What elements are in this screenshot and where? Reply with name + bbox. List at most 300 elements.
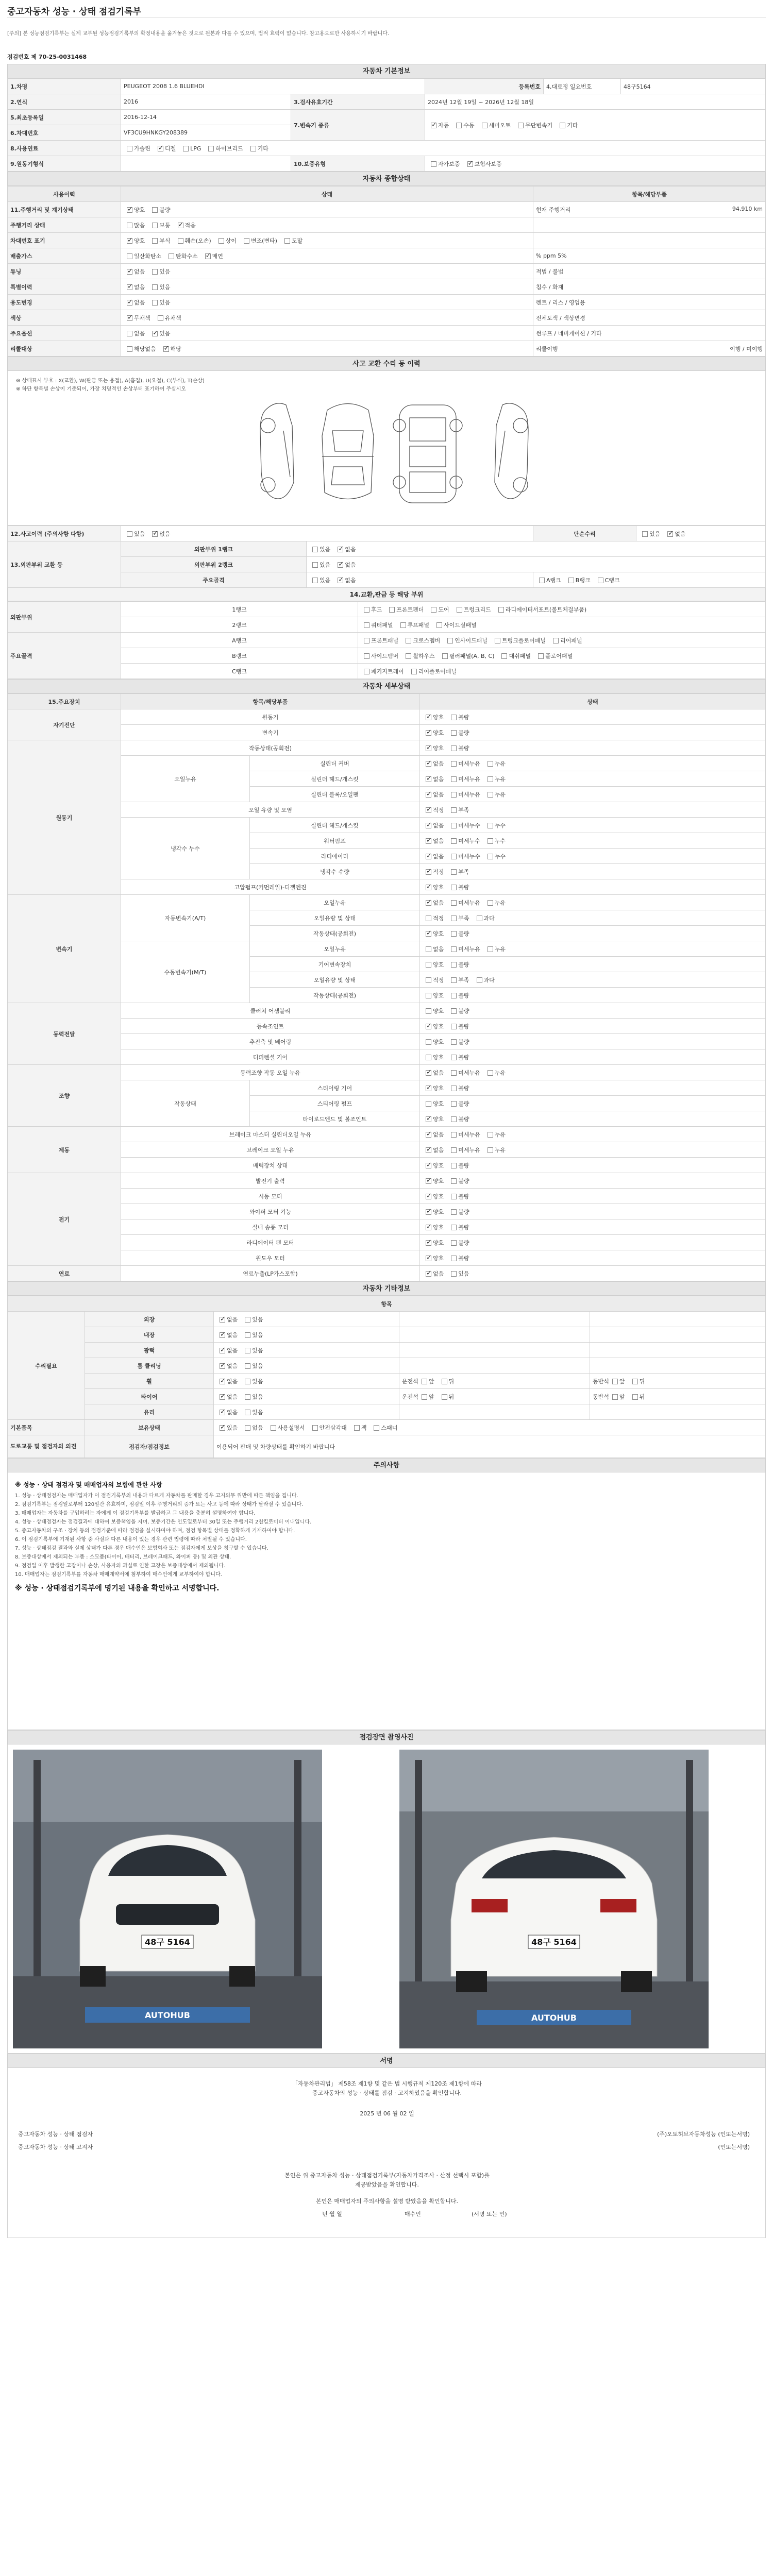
detail-item: 오일누유 [250, 895, 420, 910]
detail-status [420, 740, 766, 756]
checkbox[interactable] [488, 1147, 493, 1153]
detail-item: 배력장치 상태 [121, 1158, 420, 1173]
checkbox[interactable] [250, 146, 256, 151]
checkbox[interactable] [245, 1332, 250, 1338]
plate-front: 48구 5164 [145, 1937, 190, 1947]
option-label: 없음 [433, 837, 444, 844]
option-label: 있음 [227, 1424, 238, 1431]
checkbox[interactable] [488, 792, 493, 798]
checkbox[interactable] [488, 946, 493, 952]
checkbox[interactable] [152, 269, 158, 275]
option-label: 트렁크플로어패널 [502, 637, 546, 644]
checkbox[interactable] [488, 1070, 493, 1076]
parts-items [358, 648, 766, 664]
checkbox[interactable] [451, 977, 457, 983]
checkbox[interactable] [284, 238, 290, 244]
checkbox[interactable] [127, 269, 132, 275]
checkbox[interactable] [442, 1394, 447, 1400]
option-label: 뒤 [448, 1393, 455, 1400]
checkbox[interactable] [422, 1379, 427, 1384]
checkbox[interactable] [244, 238, 249, 244]
checkbox[interactable] [426, 1240, 431, 1246]
checkbox[interactable] [426, 1101, 431, 1107]
checkbox[interactable] [426, 1225, 431, 1230]
detail-status [420, 1204, 766, 1219]
checkbox[interactable] [127, 146, 132, 151]
checkbox[interactable] [163, 346, 169, 352]
checkbox[interactable] [457, 607, 462, 613]
checkbox[interactable] [158, 315, 163, 321]
detail-group-label: 제동 [8, 1127, 121, 1173]
checkbox[interactable] [451, 1116, 457, 1122]
detail-row [8, 1065, 766, 1080]
checkbox[interactable] [451, 776, 457, 782]
checkbox[interactable] [426, 962, 431, 968]
checkbox[interactable] [152, 300, 158, 306]
checkbox[interactable] [451, 931, 457, 937]
option-label: 앞 [619, 1378, 625, 1385]
checkbox[interactable] [426, 838, 431, 844]
checkbox[interactable] [220, 1317, 225, 1323]
checkbox[interactable] [426, 1070, 431, 1076]
checkbox[interactable] [426, 885, 431, 890]
checkbox[interactable] [451, 900, 457, 906]
checkbox[interactable] [451, 1271, 457, 1277]
option-label: 도어 [438, 606, 449, 613]
overall-row-label: 색상 [8, 310, 121, 326]
checkbox[interactable] [426, 900, 431, 906]
option-label: 탄화수소 [176, 252, 198, 260]
detail-status [420, 756, 766, 771]
detail-item: 등속조인트 [121, 1019, 420, 1034]
checkbox[interactable] [127, 223, 132, 228]
checkbox[interactable] [451, 1240, 457, 1246]
checkbox[interactable] [245, 1394, 250, 1400]
checkbox[interactable] [426, 993, 431, 998]
option-label: 양호 [433, 1255, 444, 1262]
option-label: 없음 [134, 268, 145, 275]
checkbox[interactable] [426, 745, 431, 751]
detail-status [420, 1266, 766, 1281]
year-label: 2.연식 [8, 94, 121, 110]
checkbox[interactable] [488, 776, 493, 782]
checkbox[interactable] [169, 253, 174, 259]
checkbox[interactable] [488, 761, 493, 767]
checkbox[interactable] [220, 1363, 225, 1369]
checkbox[interactable] [127, 346, 132, 352]
notice-text: [주의] 본 성능점검기록부는 실제 교부된 성능점검기록부의 확정내용을 옮겨놓은 것으로 원본과 다를 수 있으며, 법적 효력이 없습니다. 참고용으로만 사용하시기 바랍니다. [7, 31, 390, 37]
option-label: 없음 [433, 1146, 444, 1154]
checkbox[interactable] [400, 622, 406, 628]
option-label: 있음 [252, 1331, 263, 1338]
checkbox[interactable] [354, 1425, 360, 1431]
option-label: 있음 [159, 268, 171, 275]
checkbox[interactable] [364, 638, 369, 643]
confirm-line-2: 제공받았음을 확인합니다. [355, 2181, 419, 2188]
checkbox[interactable] [451, 807, 457, 813]
reg-number-value: 48구5164 [621, 79, 766, 94]
checkbox[interactable] [447, 638, 453, 643]
detail-header-device: 15.주요장치 [8, 694, 121, 709]
checkbox[interactable] [451, 792, 457, 798]
checkbox[interactable] [127, 253, 132, 259]
checkbox[interactable] [312, 1425, 318, 1431]
option-label: 자동 [438, 122, 449, 129]
overall-row [8, 233, 766, 248]
checkbox[interactable] [538, 653, 544, 659]
checkbox[interactable] [612, 1379, 618, 1384]
detail-item: 작동상태(공회전) [121, 740, 420, 756]
detail-row [8, 1219, 766, 1235]
option-label: 누유 [494, 1069, 506, 1076]
checkbox[interactable] [488, 1132, 493, 1138]
checkbox[interactable] [220, 1394, 225, 1400]
checkbox[interactable] [451, 1070, 457, 1076]
overall-row-options [121, 202, 533, 217]
checkbox[interactable] [426, 1039, 431, 1045]
checkbox[interactable] [426, 1086, 431, 1091]
checkbox[interactable] [158, 146, 163, 151]
checkbox[interactable] [312, 562, 318, 568]
option-label: 적정 [433, 806, 444, 814]
note-line: 1. 성능 · 상태점검자는 매매업자가 이 점검기록부의 내용과 다르게 자동차를 판매할 경우 고지의무 위반에 따른 책임을 집니다. [15, 1493, 298, 1499]
option-label: 세미오토 [489, 122, 511, 129]
checkbox[interactable] [426, 1194, 431, 1199]
vin-value: VF3CU9HNKGY208389 [121, 125, 291, 141]
receiver-line: 본인은 매매업자의 주의사항을 설명 받았음을 확인합니다. [315, 2198, 458, 2205]
checkbox[interactable] [152, 531, 158, 537]
checkbox[interactable] [451, 838, 457, 844]
other-header: 항목 [8, 1296, 766, 1312]
option-label: 무채색 [134, 314, 150, 321]
checkbox[interactable] [426, 1147, 431, 1153]
option-label: 보험사보증 [474, 160, 502, 167]
checkbox[interactable] [411, 669, 417, 674]
checkbox[interactable] [426, 1209, 431, 1215]
parts-items [358, 617, 766, 633]
option-label: A랭크 [546, 577, 561, 584]
checkbox[interactable] [406, 653, 411, 659]
checkbox[interactable] [220, 1410, 225, 1415]
checkbox[interactable] [451, 730, 457, 736]
checkbox[interactable] [451, 1086, 457, 1091]
checkbox[interactable] [451, 854, 457, 859]
checkbox[interactable] [220, 1332, 225, 1338]
checkbox[interactable] [205, 253, 211, 259]
sign-date: 2025 년 06 월 02 일 [360, 2110, 414, 2117]
checkbox[interactable] [451, 1024, 457, 1029]
option-label: 불량 [458, 1038, 469, 1045]
checkbox[interactable] [451, 885, 457, 890]
option-label: 미세누유 [458, 1146, 480, 1154]
checkbox[interactable] [426, 807, 431, 813]
checkbox[interactable] [127, 315, 132, 321]
checkbox[interactable] [451, 761, 457, 767]
photos-box [7, 1744, 766, 2054]
checkbox[interactable] [426, 792, 431, 798]
checkbox[interactable] [451, 1039, 457, 1045]
note-line: 3. 매매업자는 자동차를 구입하려는 자에게 이 점검기록부를 발급하고 그 내용을 충분히 설명하여야 합니다. [15, 1511, 256, 1516]
checkbox[interactable] [312, 578, 318, 583]
option-label: 없음 [134, 299, 145, 306]
checkbox[interactable] [426, 1271, 431, 1277]
checkbox[interactable] [501, 653, 507, 659]
overall-row-options [121, 233, 533, 248]
option-label: 적정 [433, 868, 444, 875]
checkbox[interactable] [178, 238, 183, 244]
checkbox[interactable] [451, 823, 457, 828]
checkbox[interactable] [426, 823, 431, 828]
checkbox[interactable] [612, 1394, 618, 1400]
checkbox[interactable] [127, 331, 132, 336]
checkbox[interactable] [426, 854, 431, 859]
detail-header-status: 상태 [420, 694, 766, 709]
overall-row-options [121, 248, 533, 264]
checkbox[interactable] [245, 1363, 250, 1369]
checkbox[interactable] [426, 1132, 431, 1138]
checkbox[interactable] [426, 1055, 431, 1060]
option-label: 미세누수 [458, 822, 480, 829]
checkbox[interactable] [152, 284, 158, 290]
checkbox[interactable] [632, 1379, 638, 1384]
checkbox[interactable] [245, 1317, 250, 1323]
checkbox[interactable] [364, 607, 369, 613]
checkbox[interactable] [451, 1132, 457, 1138]
checkbox[interactable] [364, 622, 369, 628]
checkbox[interactable] [451, 869, 457, 875]
option-label: 미세누유 [458, 760, 480, 767]
option-label: 있음 [320, 577, 331, 584]
checkbox[interactable] [431, 123, 436, 128]
checkbox[interactable] [364, 669, 369, 674]
checkbox[interactable] [451, 715, 457, 720]
option-label: 불량 [458, 1084, 469, 1092]
checkbox[interactable] [364, 653, 369, 659]
other-row [8, 1374, 766, 1389]
detail-row [8, 941, 766, 957]
checkbox[interactable] [220, 1348, 225, 1353]
option-label: 미세누수 [458, 853, 480, 860]
checkbox[interactable] [220, 1425, 225, 1431]
checkbox[interactable] [208, 146, 214, 151]
checkbox[interactable] [152, 331, 158, 336]
checkbox[interactable] [598, 578, 603, 583]
overall-row-label: 용도변경 [8, 295, 121, 310]
checkbox[interactable] [436, 622, 442, 628]
frame-options [307, 572, 533, 588]
checkbox[interactable] [426, 776, 431, 782]
option-label: 없음 [227, 1409, 238, 1416]
checkbox[interactable] [127, 207, 132, 213]
checkbox[interactable] [426, 715, 431, 720]
checkbox[interactable] [426, 946, 431, 952]
detail-group-label: 전기 [8, 1173, 121, 1266]
checkbox[interactable] [467, 161, 473, 167]
parts-rank: 1랭크 [121, 602, 358, 617]
checkbox[interactable] [451, 962, 457, 968]
detail-group-label: 조향 [8, 1065, 121, 1127]
checkbox[interactable] [220, 1379, 225, 1384]
other-item-options [214, 1327, 399, 1343]
detail-row [8, 1235, 766, 1250]
checkbox[interactable] [426, 1024, 431, 1029]
checkbox[interactable] [451, 1256, 457, 1261]
simple-repair-label: 단순수리 [533, 526, 636, 541]
checkbox[interactable] [219, 238, 224, 244]
option-label: 있음 [252, 1393, 263, 1400]
checkbox[interactable] [451, 1194, 457, 1199]
checkbox[interactable] [426, 730, 431, 736]
checkbox[interactable] [127, 284, 132, 290]
dealer-value: (인또는서명) [718, 2144, 750, 2150]
checkbox[interactable] [518, 123, 524, 128]
checkbox[interactable] [426, 1256, 431, 1261]
checkbox[interactable] [451, 1209, 457, 1215]
overall-row [8, 264, 766, 279]
checkbox[interactable] [426, 1163, 431, 1168]
overall-row [8, 326, 766, 341]
checkbox[interactable] [152, 223, 158, 228]
checkbox[interactable] [374, 1425, 379, 1431]
checkbox[interactable] [431, 161, 436, 167]
option-label: 있음 [320, 561, 331, 568]
option-label: 없음 [433, 853, 444, 860]
checkbox[interactable] [245, 1348, 250, 1353]
checkbox[interactable] [498, 607, 504, 613]
overall-row-extra: 침수 / 화재 [533, 279, 766, 295]
overall-row [8, 341, 766, 357]
checkbox[interactable] [451, 916, 457, 921]
parts-rank: B랭크 [121, 648, 358, 664]
checkbox[interactable] [152, 207, 158, 213]
checkbox[interactable] [426, 761, 431, 767]
checkbox[interactable] [442, 1379, 447, 1384]
checkbox[interactable] [127, 300, 132, 306]
car-body-diagram [245, 395, 544, 513]
option-label: 유채색 [164, 314, 181, 321]
detail-item: 스티어링 기어 [250, 1080, 420, 1096]
checkbox[interactable] [426, 931, 431, 937]
option-label: 없음 [345, 577, 356, 584]
inspector-opinion-value: 이용되어 판매 및 차량상태를 확인하기 바랍니다 [214, 1435, 766, 1458]
checkbox[interactable] [553, 638, 559, 643]
checkbox[interactable] [451, 745, 457, 751]
overall-row [8, 279, 766, 295]
dealer-label: 중고자동차 성능 · 상태 고지자 [18, 2144, 93, 2150]
checkbox[interactable] [667, 531, 673, 537]
checkbox[interactable] [338, 547, 343, 552]
damage-summary-table [7, 526, 766, 588]
checkbox[interactable] [482, 123, 488, 128]
detail-row [8, 709, 766, 725]
checkbox[interactable] [426, 1116, 431, 1122]
checkbox[interactable] [560, 123, 565, 128]
checkbox[interactable] [426, 869, 431, 875]
checkbox[interactable] [422, 1394, 427, 1400]
option-label: 누유 [494, 775, 506, 783]
checkbox[interactable] [488, 854, 493, 859]
checkbox[interactable] [389, 607, 395, 613]
checkbox[interactable] [406, 638, 411, 643]
checkbox[interactable] [426, 977, 431, 983]
checkbox[interactable] [451, 1008, 457, 1014]
overall-row-options [121, 310, 533, 326]
other-passenger-side: 동반석 앞 뒤 [590, 1374, 766, 1389]
checkbox[interactable] [488, 823, 493, 828]
option-label: 없음 [227, 1347, 238, 1354]
detail-group-label: 연료 [8, 1266, 121, 1281]
checkbox[interactable] [312, 547, 318, 552]
checkbox[interactable] [183, 146, 189, 151]
checkbox[interactable] [245, 1379, 250, 1384]
checkbox[interactable] [451, 1055, 457, 1060]
checkbox[interactable] [451, 946, 457, 952]
option-label: 없음 [227, 1393, 238, 1400]
checkbox[interactable] [338, 562, 343, 568]
checkbox[interactable] [127, 531, 132, 537]
checkbox[interactable] [431, 607, 436, 613]
checkbox[interactable] [271, 1425, 276, 1431]
option-label: 불량 [458, 744, 469, 752]
checkbox[interactable] [442, 653, 448, 659]
checkbox[interactable] [477, 916, 482, 921]
checkbox[interactable] [477, 977, 482, 983]
checkbox[interactable] [245, 1425, 250, 1431]
car-frame-view [393, 405, 462, 503]
checkbox[interactable] [426, 1008, 431, 1014]
transmission-label: 7.변속기 종류 [291, 110, 425, 141]
overall-row [8, 310, 766, 326]
checkbox[interactable] [127, 238, 132, 244]
checkbox[interactable] [178, 223, 183, 228]
detail-item: 디퍼렌셜 기어 [121, 1049, 420, 1065]
other-item-name: 유리 [85, 1404, 214, 1420]
checkbox[interactable] [488, 900, 493, 906]
checkbox[interactable] [456, 123, 462, 128]
option-label: 있음 [252, 1378, 263, 1385]
overall-row [8, 248, 766, 264]
detail-status [420, 1235, 766, 1250]
checkbox[interactable] [338, 578, 343, 583]
overall-row [8, 217, 766, 233]
checkbox[interactable] [488, 838, 493, 844]
checkbox[interactable] [426, 1178, 431, 1184]
detail-status [420, 1142, 766, 1158]
checkbox[interactable] [451, 1178, 457, 1184]
checkbox[interactable] [451, 993, 457, 998]
damaged-parts-row [8, 648, 766, 664]
checkbox[interactable] [642, 531, 648, 537]
checkbox[interactable] [495, 638, 500, 643]
checkbox[interactable] [451, 1101, 457, 1107]
checkbox[interactable] [632, 1394, 638, 1400]
checkbox[interactable] [152, 238, 158, 244]
checkbox[interactable] [451, 1225, 457, 1230]
option-label: 패키지트레이 [371, 668, 404, 675]
checkbox[interactable] [426, 916, 431, 921]
checkbox[interactable] [568, 578, 574, 583]
checkbox[interactable] [245, 1410, 250, 1415]
detail-status [420, 709, 766, 725]
detail-item: 실린더 블록/오일팬 [250, 787, 420, 802]
note-line: 7. 성능 · 상태점검 결과와 실제 상태가 다른 경우 매수인은 보험회사 또는 점검자에게 보상을 청구할 수 있습니다. [15, 1546, 268, 1551]
checkbox[interactable] [451, 1163, 457, 1168]
detail-item: 냉각수 수량 [250, 864, 420, 879]
checkbox[interactable] [451, 1147, 457, 1153]
detail-row [8, 1127, 766, 1142]
detail-item: 실린더 커버 [250, 756, 420, 771]
checkbox[interactable] [539, 578, 545, 583]
